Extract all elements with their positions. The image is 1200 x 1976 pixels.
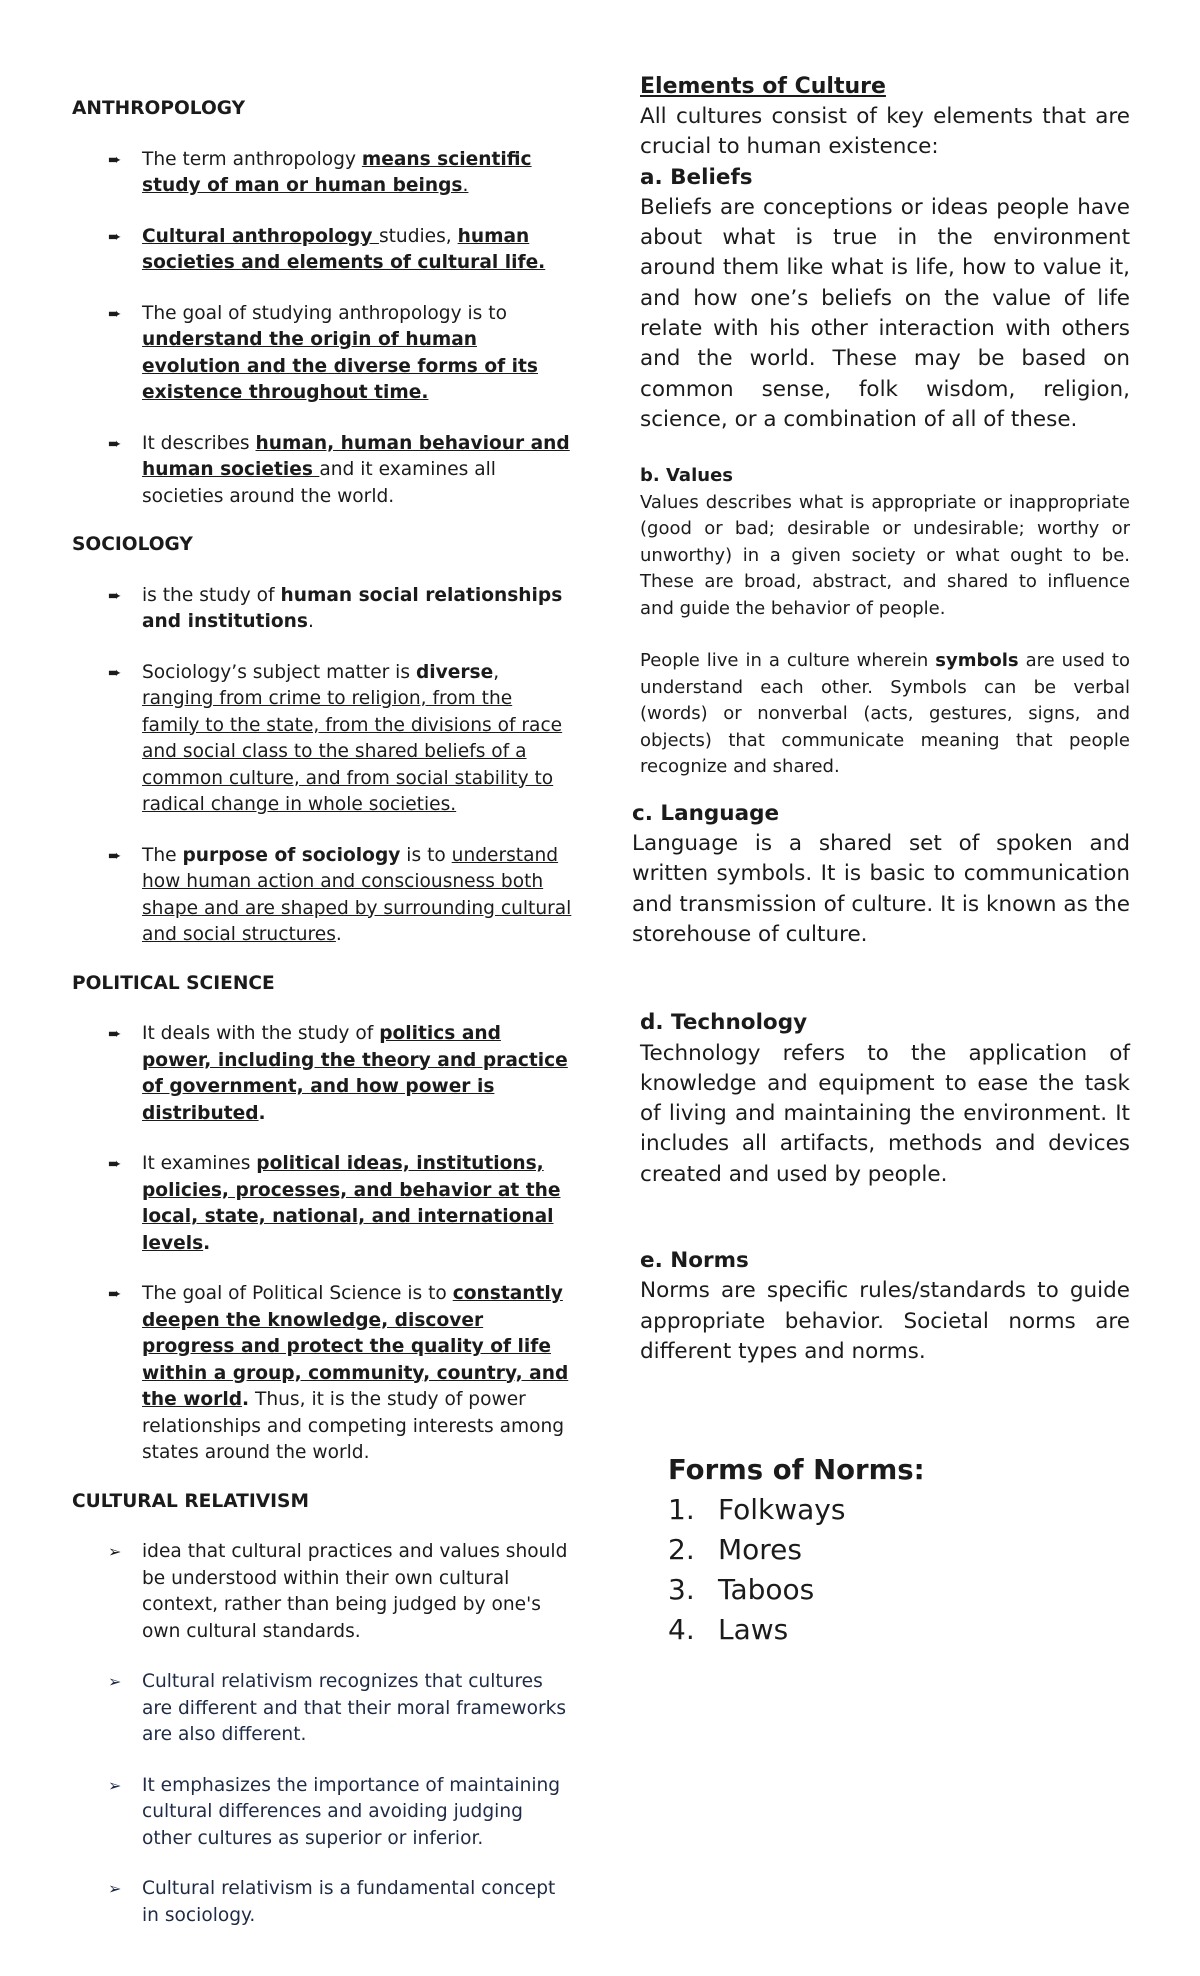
list-item <box>72 147 572 200</box>
socio-item1-end: . <box>307 611 314 632</box>
anthropology-heading: ANTHROPOLOGY <box>72 98 246 119</box>
pointer-icon: ➨ <box>108 1024 122 1043</box>
right-column <box>632 72 1130 1367</box>
pointer-icon: ➨ <box>108 585 122 605</box>
symbols-text-c: are used to understand each other. Symbols can be verbal (words) or nonverbal (acts, gestures, signs, and objects) that communicate meaning that people recognize and shared. <box>640 650 1130 778</box>
sociology-heading: SOCIOLOGY <box>72 534 193 555</box>
polsci-item3-emphasis: constantly deepen the knowledge, discover progress and protect the quality of life within a group, community, country, and the world <box>142 1283 569 1410</box>
symbols-text <box>640 648 1130 781</box>
list-label: Folkways <box>718 1493 846 1526</box>
symbols-term: symbols <box>935 650 1019 672</box>
values-text: Values describes what is appropriate or inappropriate (good or bad; desirable or undesirable; worthy or unworthy) in a given society or what ought to be. These are broad, abstract, and shared to influence and guide the behavior of people. <box>640 491 1130 619</box>
pointer-icon: ➨ <box>108 303 122 323</box>
arrowhead-icon: ➢ <box>108 1672 122 1691</box>
polsci-item3-end: Thus, it is the study of power relationships and competing interests among states around the world. <box>142 1389 565 1463</box>
list-item <box>668 1490 925 1530</box>
list-item <box>668 1610 925 1650</box>
pointer-icon: ➨ <box>108 662 122 682</box>
list-item <box>72 224 572 277</box>
relativism-item4: Cultural relativism is a fundamental concept in sociology. <box>142 1878 556 1926</box>
anthro-item1-end: . <box>462 175 469 196</box>
anthro-item3-text: The goal of studying anthropology is to <box>142 302 507 324</box>
polsci-item2-emphasis: political ideas, institutions, policies, processes, and behavior at the local, state, national, and international levels <box>142 1153 561 1254</box>
socio-item2-comma: , <box>493 661 500 683</box>
anthro-item4-text: It describes <box>142 432 256 454</box>
anthro-item1-text: The term anthropology <box>142 148 362 170</box>
pointer-icon: ➨ <box>108 433 122 453</box>
socio-item1-text: is the study of <box>142 584 281 606</box>
anthro-item2-term: Cultural anthropology <box>142 225 379 247</box>
list-item <box>72 843 572 949</box>
socio-item3-mid: is to <box>400 844 452 866</box>
norms-text: Norms are specific rules/standards to guide appropriate behavior. Societal norms are different types and norms. <box>640 1278 1130 1364</box>
list-item <box>72 1151 572 1257</box>
list-item <box>72 1539 572 1645</box>
list-item <box>72 660 572 819</box>
technology-text: Technology refers to the application of knowledge and equipment to ease the task of living and maintaining the environment. It includes all artifacts, methods and devices created and used by people. <box>640 1040 1130 1187</box>
list-item <box>72 1281 572 1467</box>
language-text: Language is a shared set of spoken and written symbols. It is basic to communication and transmission of culture. It is known as the storehouse of culture. <box>632 831 1130 947</box>
list-number: 2. <box>668 1533 695 1566</box>
forms-of-norms-title: Forms of Norms: <box>668 1454 925 1486</box>
pointer-icon: ➨ <box>108 845 122 865</box>
values-heading: b. Values <box>640 465 733 487</box>
relativism-list <box>72 1539 572 1929</box>
sociology-list <box>72 583 572 949</box>
socio-item3-emphasis: purpose of sociology <box>182 844 401 866</box>
polsci-list <box>72 1021 572 1467</box>
symbols-text-a: People live in a culture wherein <box>640 650 936 672</box>
polsci-item3-period: . <box>242 1389 250 1410</box>
beliefs-heading: a. Beliefs <box>640 164 753 190</box>
anthro-item3-emphasis: understand the origin of human evolution and the diverse forms of its existence throughout time. <box>142 329 538 403</box>
socio-item2-underlined: ranging from crime to religion, from the family to the state, from the divisions of race and social class to the shared beliefs of a common culture, and from social stability to radical change in whole societies. <box>142 688 563 815</box>
list-label: Taboos <box>718 1573 815 1606</box>
polsci-item1-text: It deals with the study of <box>142 1023 380 1044</box>
pointer-icon: ➨ <box>108 149 122 169</box>
polsci-item1-emphasis: politics and power, including the theory and practice of government, and how power is distributed <box>142 1023 568 1124</box>
list-number: 4. <box>668 1613 695 1646</box>
pointer-icon: ➨ <box>108 1154 122 1173</box>
technology-heading: d. Technology <box>640 1010 808 1036</box>
pointer-icon: ➨ <box>108 1284 122 1303</box>
polsci-item2-text: It examines <box>142 1153 257 1174</box>
pointer-icon: ➨ <box>108 226 122 246</box>
relativism-item3: It emphasizes the importance of maintaining cultural differences and avoiding judging other cultures as superior or inferior. <box>142 1774 561 1849</box>
list-item <box>72 301 572 407</box>
socio-item3-text: The <box>142 844 183 866</box>
list-item <box>668 1570 925 1610</box>
forms-of-norms-list <box>668 1490 925 1650</box>
list-number: 3. <box>668 1573 695 1606</box>
relativism-item2: Cultural relativism recognizes that cultures are different and that their moral frameworks are also different. <box>142 1671 567 1745</box>
arrowhead-icon: ➢ <box>108 1542 122 1561</box>
list-item <box>72 583 572 636</box>
list-item <box>72 1876 572 1929</box>
socio-item3-underlined: understand how human action and consciousness both shape and are shaped by surrounding cultural and social structures <box>142 844 572 945</box>
list-number: 1. <box>668 1493 695 1526</box>
anthro-item1-emphasis: means scientific study of man or human beings <box>142 148 532 196</box>
left-column <box>72 96 572 1929</box>
list-item <box>72 1021 572 1127</box>
list-label: Mores <box>718 1533 802 1566</box>
list-label: Laws <box>718 1613 789 1646</box>
anthro-item4-end: and it examines all societies around the world. <box>142 459 496 507</box>
socio-item2-text: Sociology’s subject matter is <box>142 661 416 683</box>
forms-of-norms <box>668 1452 925 1650</box>
anthro-item2-text: studies, <box>378 225 458 247</box>
arrowhead-icon: ➢ <box>108 1775 122 1795</box>
anthro-item2-emphasis: human societies and elements of cultural life. <box>142 225 546 273</box>
elements-of-culture-title: Elements of Culture <box>640 74 886 99</box>
anthro-item4-emphasis: human, human behaviour and human societies <box>142 432 570 480</box>
elements-intro: All cultures consist of key elements that are crucial to human existence: <box>640 104 1130 160</box>
list-item <box>72 431 572 511</box>
polsci-item2-end: . <box>203 1232 211 1254</box>
socio-item1-emphasis: human social relationships and institutions <box>142 584 563 632</box>
relativism-item1: idea that cultural practices and values should be understood within their own cultural context, rather than being judged by one's own cultural standards. <box>142 1541 568 1642</box>
polsci-item1-end: . <box>258 1102 266 1124</box>
relativism-heading: CULTURAL RELATIVISM <box>72 1490 309 1512</box>
socio-item2-emphasis: diverse <box>415 661 494 683</box>
arrowhead-icon: ➢ <box>108 1879 122 1898</box>
list-item <box>668 1530 925 1570</box>
norms-heading: e. Norms <box>640 1248 749 1274</box>
beliefs-text: Beliefs are conceptions or ideas people have about what is true in the environment around them like what is life, how to value it, and how one’s beliefs on the value of life relate with his other interaction with others and the world. These may be based on common sense, folk wisdom, religion, science, or a combination of all of these. <box>640 194 1130 432</box>
list-item <box>72 1773 572 1853</box>
language-heading: c. Language <box>632 800 780 826</box>
polsci-heading: POLITICAL SCIENCE <box>72 972 275 994</box>
polsci-item3-text: The goal of Political Science is to <box>142 1283 453 1304</box>
socio-item3-end: . <box>335 924 342 945</box>
anthropology-list <box>72 147 572 511</box>
list-item <box>72 1669 572 1749</box>
